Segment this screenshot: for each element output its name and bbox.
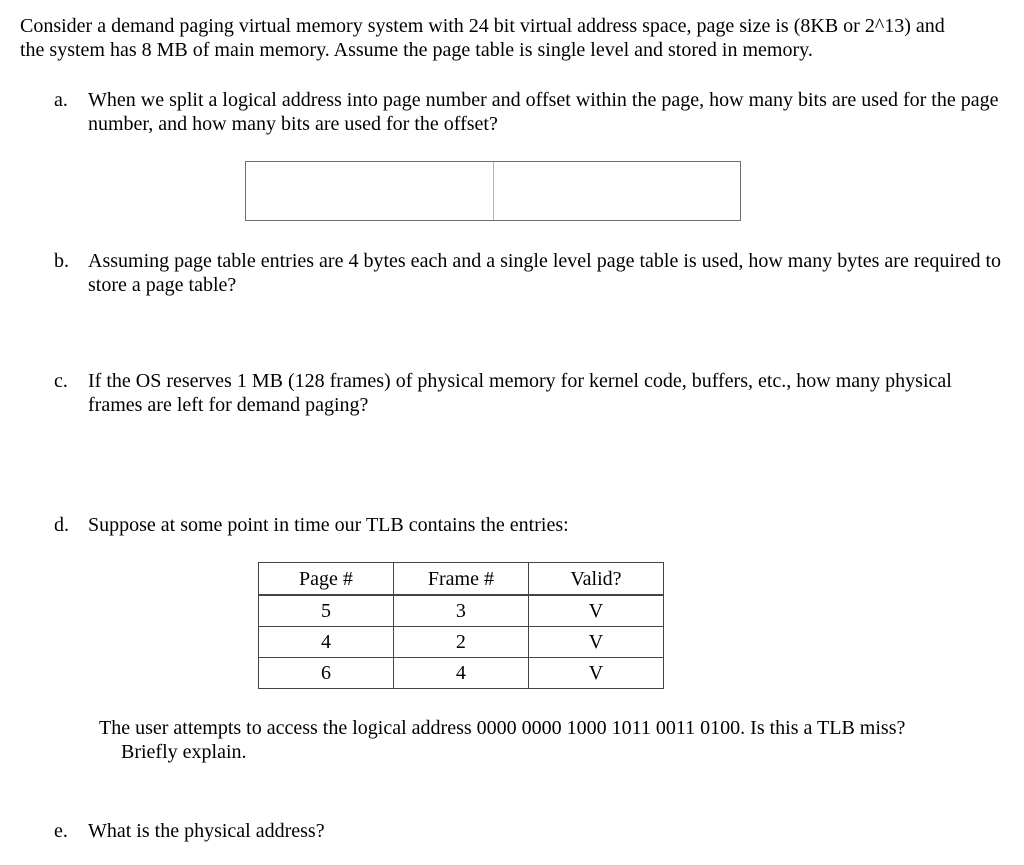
- tlb-header-valid: Valid?: [528, 563, 663, 596]
- tlb-cell-valid: V: [528, 627, 663, 658]
- answer-cell-page-number[interactable]: [246, 162, 493, 220]
- tlb-header-row: [259, 563, 664, 596]
- question-a-text: When we split a logical address into page number and offset within the page, how many bits are used for the page number, and how many bits are used for the offset?: [88, 89, 999, 135]
- tlb-row: [259, 658, 664, 689]
- question-e-label: e.: [54, 820, 68, 842]
- tlb-cell-page: 4: [259, 627, 394, 658]
- tlb-miss-prompt-line-2: Briefly explain.: [121, 741, 247, 763]
- intro-paragraph: [20, 14, 1010, 62]
- tlb-row: [259, 595, 664, 627]
- intro-line-1: Consider a demand paging virtual memory system with 24 bit virtual address space, page size is (8KB or 2^13) and: [20, 15, 945, 37]
- tlb-miss-prompt-line-1: The user attempts to access the logical address 0000 0000 1000 1011 0011 0100. Is this a TLB miss?: [99, 717, 906, 739]
- question-d-text: Suppose at some point in time our TLB contains the entries:: [88, 514, 569, 536]
- tlb-cell-frame: 4: [393, 658, 528, 689]
- tlb-cell-page: 6: [259, 658, 394, 689]
- question-c-text: If the OS reserves 1 MB (128 frames) of physical memory for kernel code, buffers, etc., how many physical frames are left for demand paging?: [88, 370, 952, 416]
- tlb-row: [259, 627, 664, 658]
- intro-line-2: the system has 8 MB of main memory. Assume the page table is single level and stored in memory.: [20, 39, 813, 61]
- tlb-cell-valid: V: [528, 595, 663, 627]
- answer-cell-offset[interactable]: [493, 162, 741, 220]
- tlb-cell-frame: 3: [393, 595, 528, 627]
- tlb-miss-prompt: [99, 716, 999, 764]
- tlb-cell-valid: V: [528, 658, 663, 689]
- tlb-table: [258, 562, 664, 689]
- tlb-cell-page: 5: [259, 595, 394, 627]
- question-b-label: b.: [54, 250, 69, 272]
- question-d-label: d.: [54, 514, 69, 536]
- answer-box-a[interactable]: [245, 161, 741, 221]
- question-e-text: What is the physical address?: [88, 820, 325, 842]
- question-a-label: a.: [54, 89, 68, 111]
- tlb-header-frame: Frame #: [393, 563, 528, 596]
- question-c-label: c.: [54, 370, 68, 392]
- question-b-text: Assuming page table entries are 4 bytes each and a single level page table is used, how many bytes are required to store a page table?: [88, 250, 1002, 296]
- tlb-cell-frame: 2: [393, 627, 528, 658]
- tlb-header-page: Page #: [259, 563, 394, 596]
